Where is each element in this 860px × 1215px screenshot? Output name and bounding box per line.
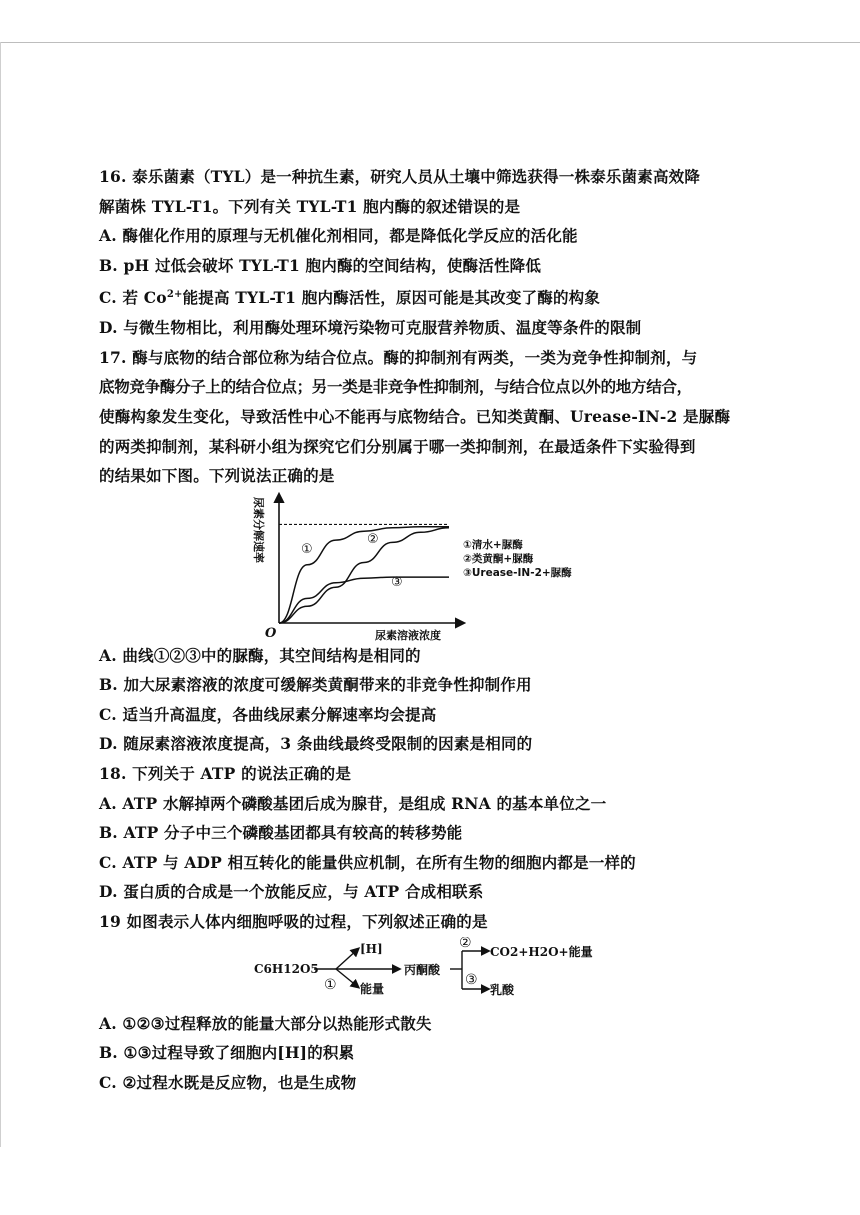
exam-content bbox=[99, 162, 789, 1097]
curve-3-marker: ③ bbox=[391, 574, 403, 590]
step-2-label: ② bbox=[459, 936, 472, 951]
step-1-label: ① bbox=[324, 976, 337, 993]
q17-option-c: C. 适当升高温度，各曲线尿素分解速率均会提高 bbox=[99, 704, 437, 724]
q16-option-c-pre: C. 若 Co bbox=[99, 288, 167, 308]
q18-option-a: A. ATP 水解掉两个磷酸基团后成为腺苷，是组成 RNA 的基本单位之一 bbox=[99, 793, 607, 813]
pyruvate-label: 丙酮酸 bbox=[404, 962, 441, 977]
legend-entry-2: ②类黄酮+脲酶 bbox=[463, 552, 534, 565]
energy-label: 能量 bbox=[360, 981, 385, 996]
q17-stem-line-5: 的结果如下图。下列说法正确的是 bbox=[99, 466, 335, 486]
urease-rate-chart-svg bbox=[249, 491, 579, 641]
q16-option-c-post: 能提高 TYL-T1 胞内酶活性，原因可能是其改变了酶的构象 bbox=[182, 288, 601, 308]
page-left-border bbox=[0, 42, 1, 1147]
page-top-border bbox=[0, 42, 860, 43]
q19-option-c: C. ②过程水既是反应物，也是生成物 bbox=[99, 1072, 357, 1092]
lactic-acid-label: 乳酸 bbox=[490, 982, 515, 997]
legend-entry-1: ①清水+脲酶 bbox=[463, 538, 523, 551]
curve-1-marker: ① bbox=[301, 541, 313, 557]
q19-option-b: B. ①③过程导致了细胞内[H]的积累 bbox=[99, 1043, 355, 1063]
q16-option-c bbox=[99, 280, 789, 313]
q17-option-b: B. 加大尿素溶液的浓度可缓解类黄酮带来的非竞争性抑制作用 bbox=[99, 675, 532, 695]
q17-stem-line-3: 使酶构象发生变化，导致活性中心不能再与底物结合。已知类黄酮、Urease-IN-2 是脲酶 bbox=[99, 406, 731, 426]
q18-option-d: D. 蛋白质的合成是一个放能反应，与 ATP 合成相联系 bbox=[99, 882, 484, 902]
q19-stem: 19 如图表示人体内细胞呼吸的过程，下列叙述正确的是 bbox=[99, 912, 488, 932]
q16-stem-line-2: 解菌株 TYL-T1。下列有关 TYL-T1 胞内酶的叙述错误的是 bbox=[99, 196, 521, 216]
q18-stem: 18. 下列关于 ATP 的说法正确的是 bbox=[99, 764, 352, 784]
legend-entry-3: ③Urease-IN-2+脲酶 bbox=[463, 566, 572, 579]
q17-stem-line-1: 17. 酶与底物的结合部位称为结合位点。酶的抑制剂有两类，一类为竞争性抑制剂，与 bbox=[99, 347, 698, 367]
y-axis-label: 尿素分解速率 bbox=[252, 496, 265, 563]
q17-option-a: A. 曲线①②③中的脲酶，其空间结构是相同的 bbox=[99, 645, 421, 665]
arrow-to-energy bbox=[336, 969, 358, 987]
origin-label: O bbox=[265, 625, 277, 641]
q19-option-a: A. ①②③过程释放的能量大部分以热能形式散失 bbox=[99, 1013, 432, 1033]
q16-option-b: B. pH 过低会破坏 TYL-T1 胞内酶的空间结构，使酶活性降低 bbox=[99, 255, 542, 275]
cell-respiration-diagram-svg bbox=[254, 937, 594, 1009]
glucose-label: C6H12O5 bbox=[254, 961, 319, 976]
q16-stem-line-1: 16. 泰乐菌素（TYL）是一种抗生素，研究人员从土壤中筛选获得一株泰乐菌素高效降 bbox=[99, 167, 701, 186]
q17-option-d: D. 随尿素溶液浓度提高，3 条曲线最终受限制的因素是相同的 bbox=[99, 734, 533, 754]
h-label: [H] bbox=[360, 941, 383, 956]
urease-rate-chart bbox=[99, 491, 789, 641]
arrow-to-h bbox=[336, 949, 358, 969]
q16-option-a: A. 酶催化作用的原理与无机催化剂相同，都是降低化学反应的活化能 bbox=[99, 226, 578, 246]
curve-2-marker: ② bbox=[367, 531, 379, 547]
step-3-label: ③ bbox=[465, 971, 478, 988]
cell-respiration-diagram bbox=[99, 937, 789, 1009]
curve-3-urease-in-2 bbox=[279, 574, 449, 623]
q16-option-d: D. 与微生物相比，利用酶处理环境污染物可克服营养物质、温度等条件的限制 bbox=[99, 318, 642, 338]
q18-option-c: C. ATP 与 ADP 相互转化的能量供应机制，在所有生物的细胞内都是一样的 bbox=[99, 852, 636, 872]
q17-stem-line-4: 的两类抑制剂，某科研小组为探究它们分别属于哪一类抑制剂，在最适条件下实验得到 bbox=[99, 436, 696, 456]
x-axis-label: 尿素溶液浓度 bbox=[375, 628, 441, 641]
q16-option-c-superscript: 2+ bbox=[166, 289, 183, 301]
q18-option-b: B. ATP 分子中三个磷酸基团都具有较高的转移势能 bbox=[99, 823, 463, 843]
aerobic-products-label: CO2+H2O+能量 bbox=[490, 944, 593, 959]
q17-stem-line-2: 底物竞争酶分子上的结合位点；另一类是非竞争性抑制剂，与结合位点以外的地方结合， bbox=[99, 377, 692, 397]
